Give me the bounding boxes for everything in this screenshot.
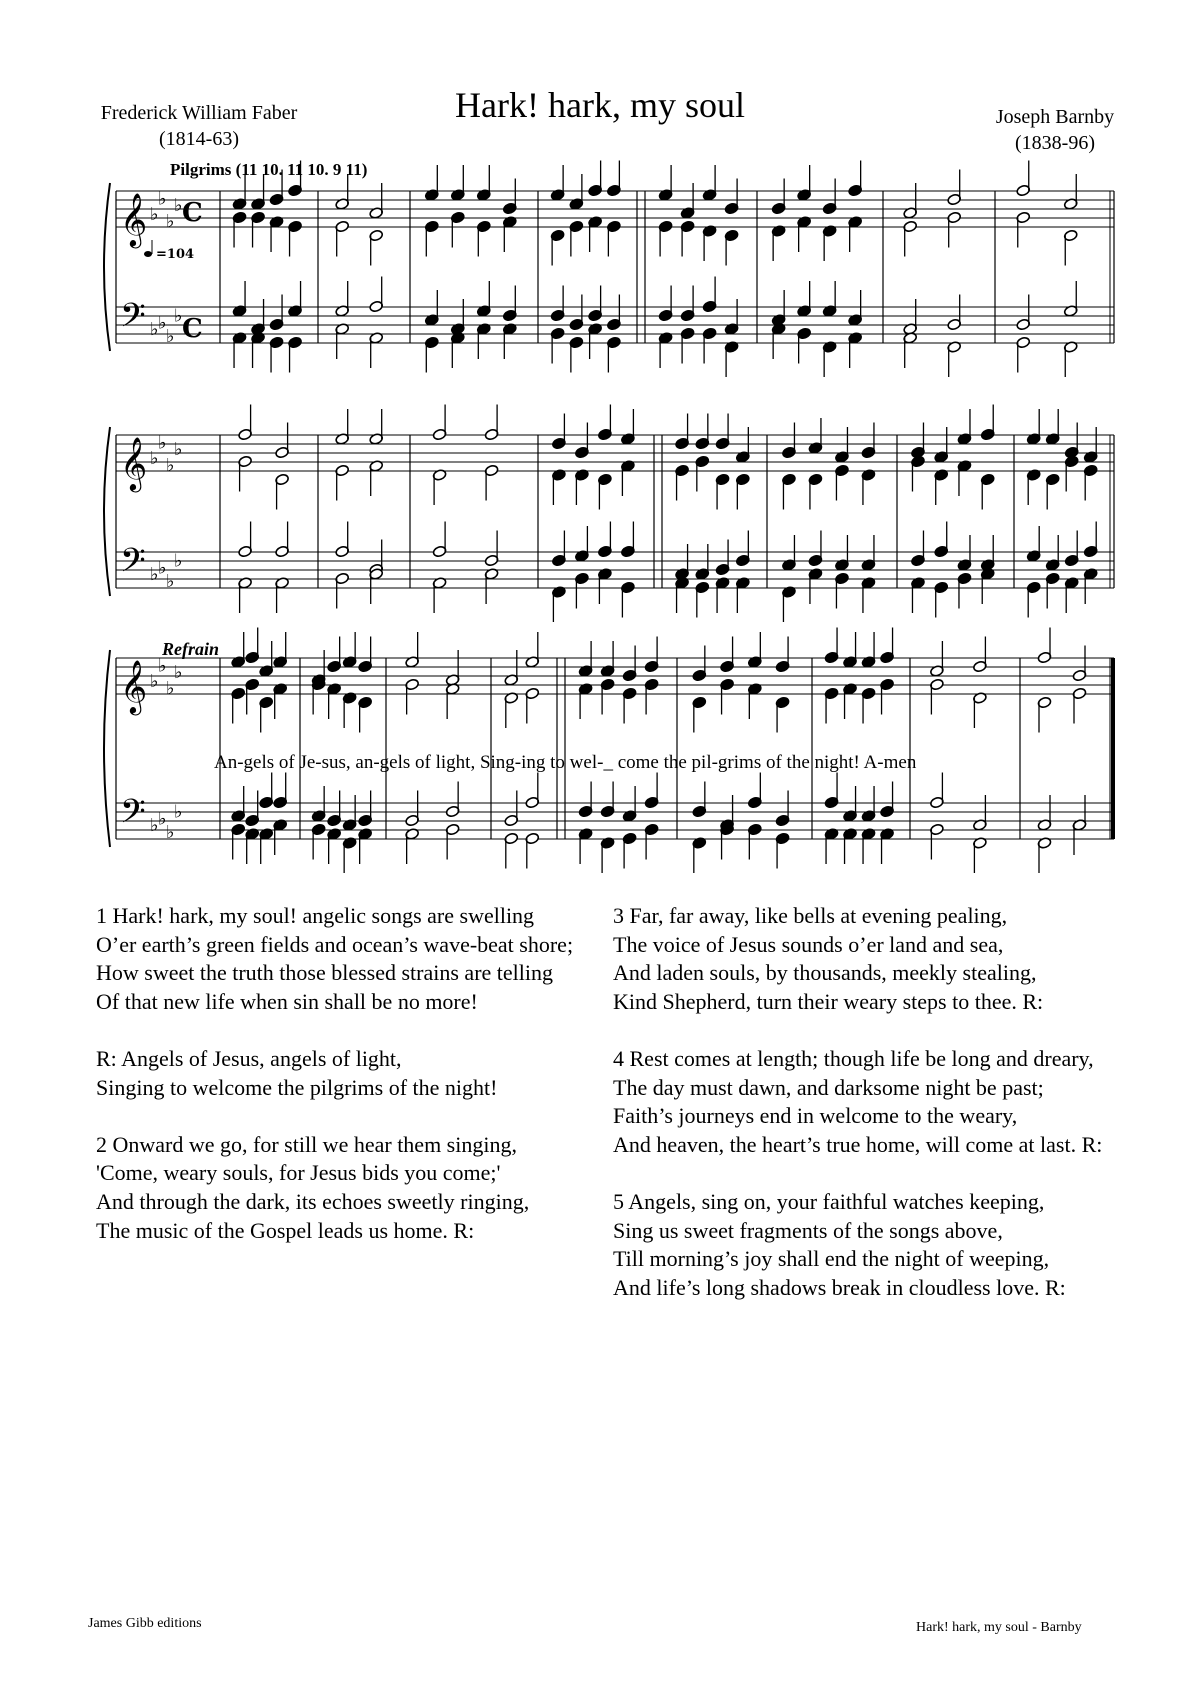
key-flat: ♭ xyxy=(158,808,167,830)
verse-stanza xyxy=(613,1045,1102,1159)
key-flat: ♭ xyxy=(166,570,175,592)
tempo-mark: =104 xyxy=(156,247,195,262)
key-flat: ♭ xyxy=(174,550,183,572)
key-flat: ♭ xyxy=(150,671,159,692)
verse-stanza xyxy=(613,902,1102,1016)
verse-stanza xyxy=(613,1188,1102,1302)
key-flat: ♭ xyxy=(158,655,167,677)
key-flat: ♭ xyxy=(158,312,167,334)
verse-line: How sweet the truth those blessed strains are telling xyxy=(96,960,554,986)
lyric-underlay: An-gels of Je-sus, an-gels of light, Sing-ing to wel-_ come the pil-grims of the night! A-men xyxy=(214,752,917,773)
tune-name: Pilgrims (11 10. 11 10. 9 11) xyxy=(170,160,368,179)
verse-line: The music of the Gospel leads us home. R: xyxy=(96,1217,475,1243)
verse-line: Of that new life when sin shall be no more! xyxy=(96,988,478,1014)
verse-line: Singing to welcome the pilgrims of the night! xyxy=(96,1074,498,1100)
author-name: Frederick William Faber xyxy=(100,102,298,124)
bass-clef: 𝄢 xyxy=(120,542,146,588)
key-flat: ♭ xyxy=(166,821,175,843)
time-signature: C xyxy=(182,314,203,344)
key-flat: ♭ xyxy=(166,210,175,232)
footer-publisher: James Gibb editions xyxy=(88,1616,202,1631)
verse-stanza xyxy=(96,902,573,1016)
verse-line: O’er earth’s green fields and ocean’s wave-beat shore; xyxy=(96,931,574,957)
verse-line: 5 Angels, sing on, your faithful watches keeping, xyxy=(613,1188,1045,1214)
verse-line: And heaven, the heart’s true home, will come at last. R: xyxy=(613,1131,1103,1157)
tempo-note xyxy=(144,251,152,257)
refrain-label: Refrain xyxy=(162,639,220,659)
time-signature: C xyxy=(182,198,203,228)
verse-line: 1 Hark! hark, my soul! angelic songs are swelling xyxy=(96,903,535,928)
key-flat: ♭ xyxy=(174,662,183,683)
verse-line: And laden souls, by thousands, meekly stealing, xyxy=(613,960,1037,986)
verses-right-column xyxy=(613,902,1102,1331)
bass-clef: 𝄢 xyxy=(120,793,146,839)
key-flat: ♭ xyxy=(150,564,159,585)
system-brace xyxy=(104,427,110,596)
verse-line: 2 Onward we go, for still we hear them singing, xyxy=(96,1131,517,1157)
verse-line: 'Come, weary souls, for Jesus bids you come;' xyxy=(96,1160,501,1186)
verse-line: The day must dawn, and darksome night be past; xyxy=(613,1074,1044,1100)
composer-name: Joseph Barnby xyxy=(995,106,1115,128)
treble-clef: 𝄞 xyxy=(120,659,148,713)
treble-clef: 𝄞 xyxy=(120,192,148,246)
key-flat: ♭ xyxy=(166,325,175,347)
composer-dates: (1838-96) xyxy=(1015,132,1095,154)
bass-clef: 𝄢 xyxy=(120,297,146,343)
verse-line: The voice of Jesus sounds o’er land and sea, xyxy=(613,931,1004,957)
verses-left-column xyxy=(96,902,573,1274)
verse-line: Kind Shepherd, turn their weary steps to thee. R: xyxy=(613,988,1044,1014)
verse-line: Faith’s journeys end in welcome to the weary, xyxy=(613,1103,1018,1129)
key-flat: ♭ xyxy=(150,448,159,469)
key-flat: ♭ xyxy=(150,815,159,836)
footer-page-title: Hark! hark, my soul - Barnby xyxy=(916,1620,1082,1635)
key-flat: ♭ xyxy=(158,557,167,579)
key-flat: ♭ xyxy=(158,432,167,454)
key-flat: ♭ xyxy=(158,188,167,210)
key-flat: ♭ xyxy=(166,454,175,476)
author-dates: (1814-63) xyxy=(159,128,239,150)
key-flat: ♭ xyxy=(166,677,175,699)
verse-line: And life’s long shadows break in cloudless love. R: xyxy=(613,1274,1066,1300)
verse-stanza xyxy=(96,1045,573,1102)
verse-line: 4 Rest comes at length; though life be long and dreary, xyxy=(613,1045,1094,1071)
verse-stanza xyxy=(96,1131,573,1245)
key-flat: ♭ xyxy=(174,801,183,823)
system-brace xyxy=(104,183,110,351)
key-flat: ♭ xyxy=(150,204,159,225)
verse-line: Till morning’s joy shall end the night of weeping, xyxy=(613,1246,1050,1272)
key-flat: ♭ xyxy=(174,305,183,327)
verse-line: And through the dark, its echoes sweetly ringing, xyxy=(96,1188,530,1214)
key-flat: ♭ xyxy=(174,439,183,460)
verse-line: R: Angels of Jesus, angels of light, xyxy=(96,1045,402,1071)
key-flat: ♭ xyxy=(150,319,159,340)
treble-clef: 𝄞 xyxy=(120,436,148,490)
verse-line: Sing us sweet fragments of the songs above, xyxy=(613,1217,1003,1243)
key-flat: ♭ xyxy=(174,195,183,216)
page-title: Hark! hark, my soul xyxy=(455,85,745,125)
system-brace xyxy=(104,650,110,847)
verse-line: 3 Far, far away, like bells at evening pealing, xyxy=(613,903,1008,928)
